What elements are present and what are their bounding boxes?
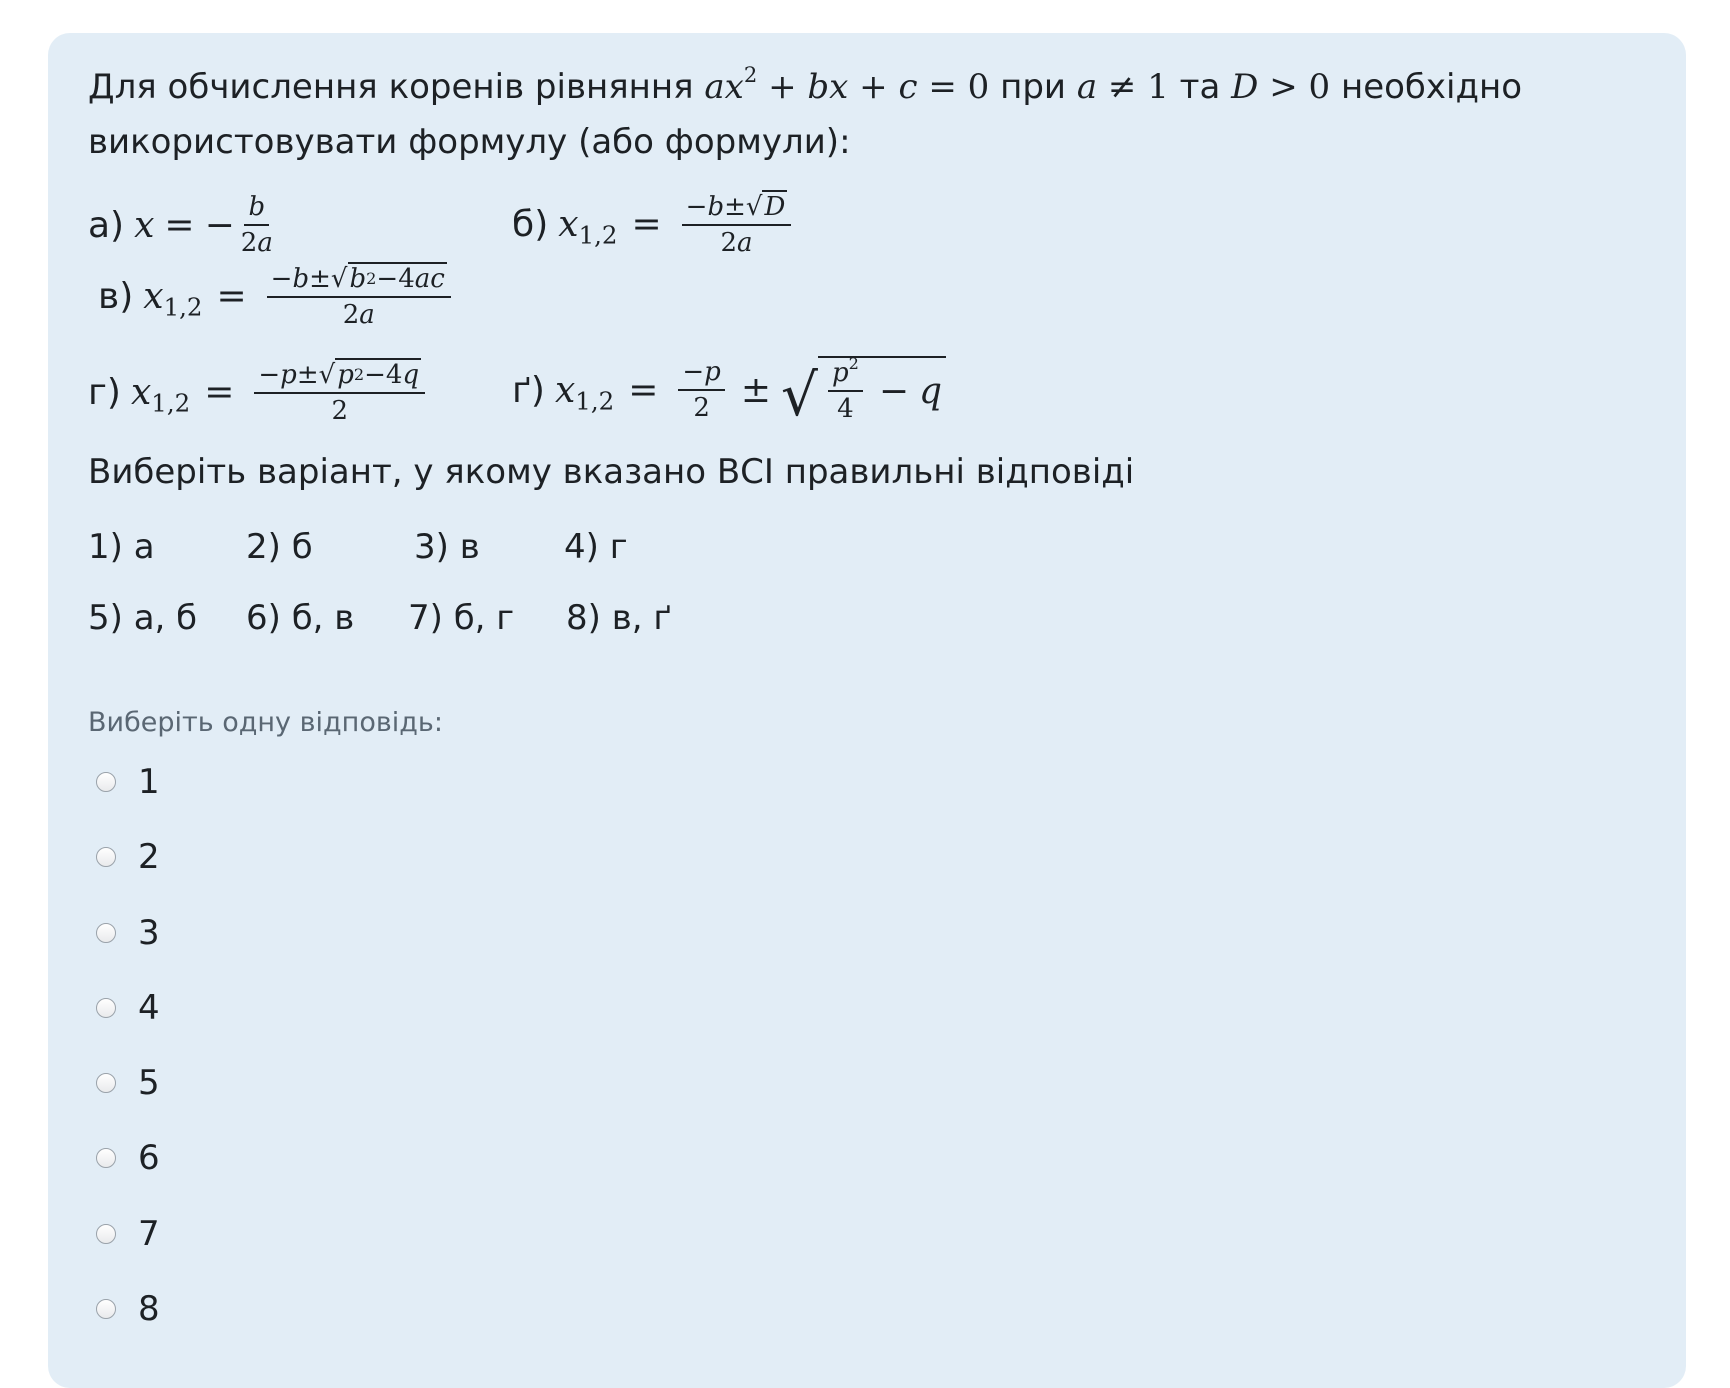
condition-a: a ≠ 1 bbox=[1076, 67, 1169, 107]
answer-choice-1[interactable] bbox=[96, 752, 160, 812]
option-1: 1) а bbox=[88, 527, 155, 567]
answer-label: 6 bbox=[138, 1138, 160, 1178]
answer-label: 5 bbox=[138, 1063, 160, 1103]
formula-gg-label: ґ) bbox=[512, 369, 545, 411]
intro-text-pry: при bbox=[1000, 67, 1067, 107]
answer-choice-4[interactable] bbox=[96, 978, 160, 1038]
equation: $ax^2$ + bx + c = 0 bbox=[704, 62, 990, 107]
radio-button[interactable] bbox=[96, 923, 116, 943]
option-2: 2) б bbox=[246, 527, 313, 567]
answer-choice-8[interactable] bbox=[96, 1279, 160, 1339]
answer-choice-7[interactable] bbox=[96, 1204, 160, 1264]
radio-button[interactable] bbox=[96, 1299, 116, 1319]
answer-label: 7 bbox=[138, 1214, 160, 1254]
formula-v: в) $x_{1,2}$ = −b± √ b 2 −4 ac 2a bbox=[98, 262, 457, 330]
answer-hint: Виберіть одну відповідь: bbox=[88, 707, 443, 738]
answer-label: 3 bbox=[138, 913, 160, 953]
radio-button[interactable] bbox=[96, 998, 116, 1018]
formula-a: а) x = − $\frac{b}{2a}$ bbox=[88, 192, 273, 258]
formula-a-label: а) bbox=[88, 204, 125, 246]
option-4: 4) г bbox=[564, 527, 628, 567]
option-3: 3) в bbox=[414, 527, 480, 567]
answer-choice-3[interactable] bbox=[96, 903, 160, 963]
radio-button[interactable] bbox=[96, 1073, 116, 1093]
formula-b: б) $x_{1,2}$ = −b± √ D 2a bbox=[512, 190, 797, 258]
answer-label: 8 bbox=[138, 1289, 160, 1329]
option-8: 8) в, ґ bbox=[566, 598, 672, 638]
intro-text-ta: та bbox=[1179, 67, 1221, 107]
answer-choice-5[interactable] bbox=[96, 1053, 160, 1113]
answer-label: 2 bbox=[138, 837, 160, 877]
radio-button[interactable] bbox=[96, 847, 116, 867]
formula-g: г) $x_{1,2}$ = −p± √ p 2 −4 q 2 bbox=[88, 358, 431, 426]
intro-text-end: необхідно використовувати формулу (або формули): bbox=[88, 67, 1522, 162]
formula-v-label: в) bbox=[98, 275, 134, 317]
answer-choice-2[interactable] bbox=[96, 827, 160, 887]
formula-b-label: б) bbox=[512, 203, 549, 245]
answer-label: 4 bbox=[138, 988, 160, 1028]
formula-g-label: г) bbox=[88, 371, 121, 413]
answer-choice-6[interactable] bbox=[96, 1128, 160, 1188]
answer-label: 1 bbox=[138, 762, 160, 802]
radio-button[interactable] bbox=[96, 772, 116, 792]
intro-text: Для обчислення коренів рівняння bbox=[88, 67, 694, 107]
question-intro bbox=[88, 60, 1668, 170]
condition-d: D > 0 bbox=[1231, 67, 1331, 107]
option-7: 7) б, г bbox=[408, 598, 515, 638]
question-prompt: Виберіть варіант, у якому вказано ВСІ правильні відповіді bbox=[88, 452, 1135, 492]
radio-button[interactable] bbox=[96, 1224, 116, 1244]
radio-button[interactable] bbox=[96, 1148, 116, 1168]
formula-gg: ґ) $x_{1,2}$ = $\frac{-p}{2}$ ± √ $\frac{p^2}{4}$ − q bbox=[512, 356, 946, 424]
option-5: 5) а, б bbox=[88, 598, 198, 638]
option-6: 6) б, в bbox=[246, 598, 355, 638]
